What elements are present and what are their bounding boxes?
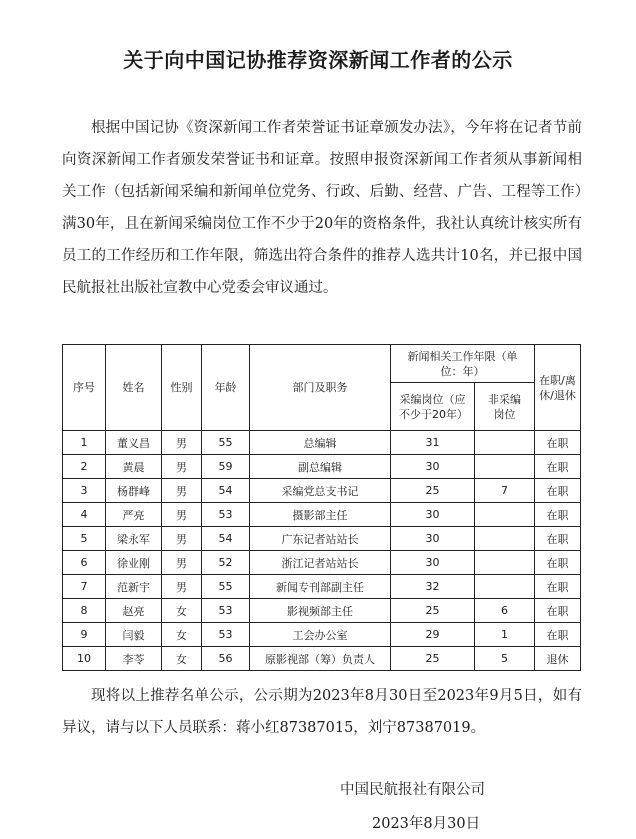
cell-age: 56 — [202, 647, 250, 671]
cell-status: 在职 — [535, 599, 581, 623]
col-header-age: 年龄 — [202, 345, 250, 431]
cell-status: 在职 — [535, 551, 581, 575]
cell-name: 董义昌 — [106, 431, 162, 455]
intro-paragraph: 根据中国记协《资深新闻工作者荣誉证书证章颁发办法》，今年将在记者节前向资深新闻工作者颁发荣誉证书和证章。按照申报资深新闻工作者须从事新闻相关工作（包括新闻采编和新闻单位党务、行政、后勤、经营、广告、工程等工作）满30年，且在新闻采编岗位工作不少于20年的资格条件，我社认真统计核实所有员工的工作经历和工作年限，筛选出符合条件的推荐人选共计10名，并已报中国民航报社出版社宣教中心党委会审议通过。 — [62, 120, 582, 296]
cell-editorial: 31 — [391, 431, 475, 455]
cell-non-editorial: 7 — [475, 479, 535, 503]
cell-editorial: 30 — [391, 527, 475, 551]
cell-dept: 工会办公室 — [250, 623, 391, 647]
cell-editorial: 30 — [391, 503, 475, 527]
cell-name: 赵亮 — [106, 599, 162, 623]
cell-seq: 5 — [63, 527, 106, 551]
cell-dept: 影视频部主任 — [250, 599, 391, 623]
cell-name: 闫毅 — [106, 623, 162, 647]
cell-status: 在职 — [535, 527, 581, 551]
cell-editorial: 25 — [391, 599, 475, 623]
cell-dept: 新闻专刊部副主任 — [250, 575, 391, 599]
cell-editorial: 30 — [391, 551, 475, 575]
cell-seq: 8 — [63, 599, 106, 623]
cell-non-editorial: 1 — [475, 623, 535, 647]
cell-dept: 总编辑 — [250, 431, 391, 455]
col-header-non-editorial: 非采编岗位 — [475, 383, 535, 431]
cell-dept: 广东记者站站长 — [250, 527, 391, 551]
cell-gender: 男 — [162, 479, 202, 503]
cell-status: 在职 — [535, 503, 581, 527]
cell-gender: 男 — [162, 431, 202, 455]
cell-age: 54 — [202, 479, 250, 503]
cell-seq: 6 — [63, 551, 106, 575]
cell-non-editorial — [475, 575, 535, 599]
table-row — [63, 527, 581, 551]
col-header-status: 在职/离休/退休 — [535, 345, 581, 431]
col-header-seq: 序号 — [63, 345, 106, 431]
table-row — [63, 599, 581, 623]
signature-org: 中国民航报社有限公司 — [340, 782, 485, 798]
cell-age: 59 — [202, 455, 250, 479]
cell-name: 杨群峰 — [106, 479, 162, 503]
cell-editorial: 30 — [391, 455, 475, 479]
col-header-editorial: 采编岗位（应不少于20年） — [391, 383, 475, 431]
cell-editorial: 25 — [391, 647, 475, 671]
cell-editorial: 32 — [391, 575, 475, 599]
cell-dept: 原影视部（筹）负责人 — [250, 647, 391, 671]
cell-status: 在职 — [535, 623, 581, 647]
cell-dept: 摄影部主任 — [250, 503, 391, 527]
table-row — [63, 431, 581, 455]
cell-non-editorial — [475, 551, 535, 575]
cell-seq: 4 — [63, 503, 106, 527]
cell-status: 在职 — [535, 455, 581, 479]
cell-editorial: 25 — [391, 479, 475, 503]
cell-gender: 男 — [162, 455, 202, 479]
table-row — [63, 551, 581, 575]
cell-status: 在职 — [535, 479, 581, 503]
table-row — [63, 479, 581, 503]
cell-gender: 女 — [162, 599, 202, 623]
cell-gender: 男 — [162, 503, 202, 527]
cell-dept: 副总编辑 — [250, 455, 391, 479]
cell-non-editorial: 6 — [475, 599, 535, 623]
table-row — [63, 455, 581, 479]
cell-gender: 男 — [162, 527, 202, 551]
cell-age: 53 — [202, 599, 250, 623]
cell-dept: 浙江记者站站长 — [250, 551, 391, 575]
recommendation-table — [62, 344, 581, 671]
cell-status: 退休 — [535, 647, 581, 671]
cell-dept: 采编党总支书记 — [250, 479, 391, 503]
doc-title: 关于向中国记协推荐资深新闻工作者的公示 — [123, 48, 513, 72]
cell-age: 55 — [202, 431, 250, 455]
cell-name: 严亮 — [106, 503, 162, 527]
table-row — [63, 575, 581, 599]
cell-status: 在职 — [535, 431, 581, 455]
cell-gender: 女 — [162, 647, 202, 671]
cell-seq: 1 — [63, 431, 106, 455]
closing-paragraph: 现将以上推荐名单公示，公示期为2023年8月30日至2023年9月5日，如有异议，请与以下人员联系：蒋小红87387015，刘宁87387019。 — [62, 688, 582, 736]
cell-age: 55 — [202, 575, 250, 599]
cell-gender: 男 — [162, 551, 202, 575]
cell-age: 53 — [202, 503, 250, 527]
col-header-gender: 性别 — [162, 345, 202, 431]
cell-non-editorial — [475, 527, 535, 551]
cell-seq: 2 — [63, 455, 106, 479]
cell-seq: 3 — [63, 479, 106, 503]
cell-name: 范新宇 — [106, 575, 162, 599]
cell-gender: 女 — [162, 623, 202, 647]
cell-gender: 男 — [162, 575, 202, 599]
cell-age: 53 — [202, 623, 250, 647]
col-header-years-group: 新闻相关工作年限（单位：年） — [391, 345, 535, 383]
cell-name: 黄晨 — [106, 455, 162, 479]
cell-seq: 9 — [63, 623, 106, 647]
cell-editorial: 29 — [391, 623, 475, 647]
cell-non-editorial — [475, 431, 535, 455]
table-row — [63, 647, 581, 671]
col-header-dept: 部门及职务 — [250, 345, 391, 431]
cell-non-editorial — [475, 503, 535, 527]
cell-seq: 10 — [63, 647, 106, 671]
cell-status: 在职 — [535, 575, 581, 599]
cell-non-editorial: 5 — [475, 647, 535, 671]
cell-name: 徐业刚 — [106, 551, 162, 575]
cell-age: 52 — [202, 551, 250, 575]
cell-age: 54 — [202, 527, 250, 551]
cell-name: 李苓 — [106, 647, 162, 671]
signature-date: 2023年8月30日 — [372, 816, 481, 832]
col-header-name: 姓名 — [106, 345, 162, 431]
cell-seq: 7 — [63, 575, 106, 599]
table-row — [63, 503, 581, 527]
cell-non-editorial — [475, 455, 535, 479]
table-row — [63, 623, 581, 647]
cell-name: 梁永军 — [106, 527, 162, 551]
